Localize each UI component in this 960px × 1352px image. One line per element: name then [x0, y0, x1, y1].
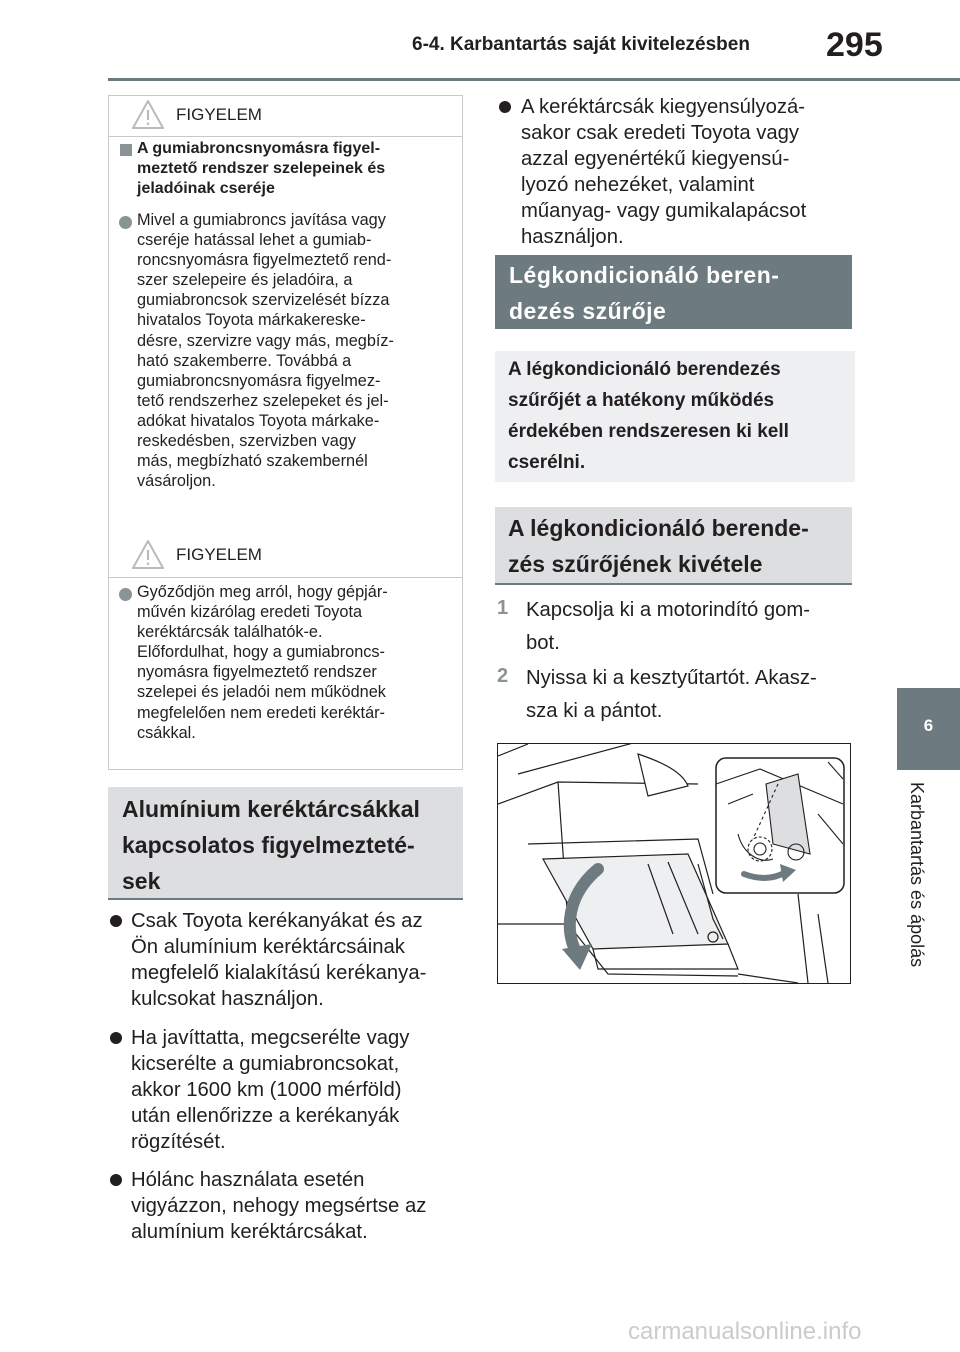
- bullet-dot-icon: [110, 1032, 122, 1044]
- bullet-dot-icon: [119, 588, 132, 601]
- divider: [109, 136, 462, 137]
- aluminium-bullet-3: Hólánc használata esetén vigyázzon, nehogy megsértse az alumínium keréktárcsákat.: [131, 1169, 427, 1243]
- square-bullet-icon: [120, 144, 132, 156]
- warning-subheading: A gumiabroncsnyomásra figyel- meztető rendszer szelepeinek és jeladóinak cseréje: [137, 140, 386, 197]
- bullet-dot-icon: [119, 216, 132, 229]
- aluminium-section-heading: Alumínium keréktárcsákkal kapcsolatos figyelmezteté- sek: [108, 787, 463, 900]
- chapter-number: 6: [923, 716, 934, 735]
- warning-triangle-icon: [131, 98, 165, 132]
- step-number: 2: [497, 665, 509, 687]
- bullet-dot-icon: [110, 1174, 122, 1186]
- warning-item-1: Mivel a gumiabroncs javítása vagy cseréje hatással lehet a gumiab- roncsnyomásra figyelmeztető rend- szer szelepeire és jeladóira, a gumiabroncsok szervizelését bízza hivatalos Toyota márkakereske- désre, szervizre vagy más, megbíz- ható szakemberre. Továbbá a gumiabroncsnyomásra figyelmez- tető rendszerhez szelepeket és jel- adókat hivatalos Toyota márkake- reskedésben, szervizben vagy más, megbízható szakembernél vásároljon.: [137, 211, 394, 491]
- watermark: carmanualsonline.info: [628, 1318, 862, 1345]
- removal-section-heading: A légkondicionáló berende- zés szűrőjének kivétele: [495, 507, 852, 585]
- glovebox-illustration: [497, 743, 851, 984]
- filter-section-heading: Légkondicionáló beren- dezés szűrője: [495, 255, 852, 329]
- step-number: 1: [497, 597, 509, 619]
- bullet-dot-icon: [499, 101, 511, 113]
- warning-triangle-icon: [131, 538, 165, 572]
- aluminium-bullet-1: Csak Toyota kerékanyákat és az Ön alumínium keréktárcsáinak megfelelő kialakítású kerékanya- kulcsokat használjon.: [131, 910, 427, 1010]
- page-number: 295: [826, 26, 883, 64]
- warning-label: FIGYELEM: [176, 545, 262, 564]
- warning-header-2: [109, 536, 462, 576]
- filter-intro-box: A légkondicionáló berendezés szűrőjét a hatékony működés érdekében rendszeresen ki kell cserélni.: [495, 351, 855, 482]
- header-rule: [108, 78, 960, 81]
- bullet-dot-icon: [110, 915, 122, 927]
- warning-item-2: Győződjön meg arról, hogy gépjár- művén kizárólag eredeti Toyota keréktárcsák találhatók-e. Előfordulhat, hogy a gumiabroncs- nyomásra figyelmeztető rendszer szelepei és jeladói nem működnek megfelelően nem eredeti keréktár- csákkal.: [137, 583, 388, 742]
- chapter-title: [900, 782, 930, 1012]
- step-text: Kapcsolja ki a motorindító gom- bot.: [526, 599, 811, 654]
- warning-label: FIGYELEM: [176, 105, 262, 124]
- step-text: Nyissa ki a kesztyűtartót. Akasz- sza ki a pántot.: [526, 667, 817, 722]
- chapter-title-text: Karbantartás és ápolás: [907, 782, 927, 968]
- balancing-bullet: A keréktárcsák kiegyensúlyozá- sakor csak eredeti Toyota vagy azzal egyenértékű kiegyensú- lyozó nehezéket, valamint műanyag- vagy gumikalapácsot használjon.: [521, 96, 807, 248]
- warning-box: [108, 95, 463, 770]
- running-header: 6-4. Karbantartás saját kivitelezésben: [412, 34, 750, 55]
- warning-header: [109, 96, 462, 136]
- divider: [109, 577, 462, 578]
- aluminium-bullet-2: Ha javíttatta, megcserélte vagy kicserélte a gumiabroncsokat, akkor 1600 km (1000 mérföld) után ellenőrizze a kerékanyák rögzítését.: [131, 1027, 410, 1153]
- glovebox-drawing: [498, 744, 850, 983]
